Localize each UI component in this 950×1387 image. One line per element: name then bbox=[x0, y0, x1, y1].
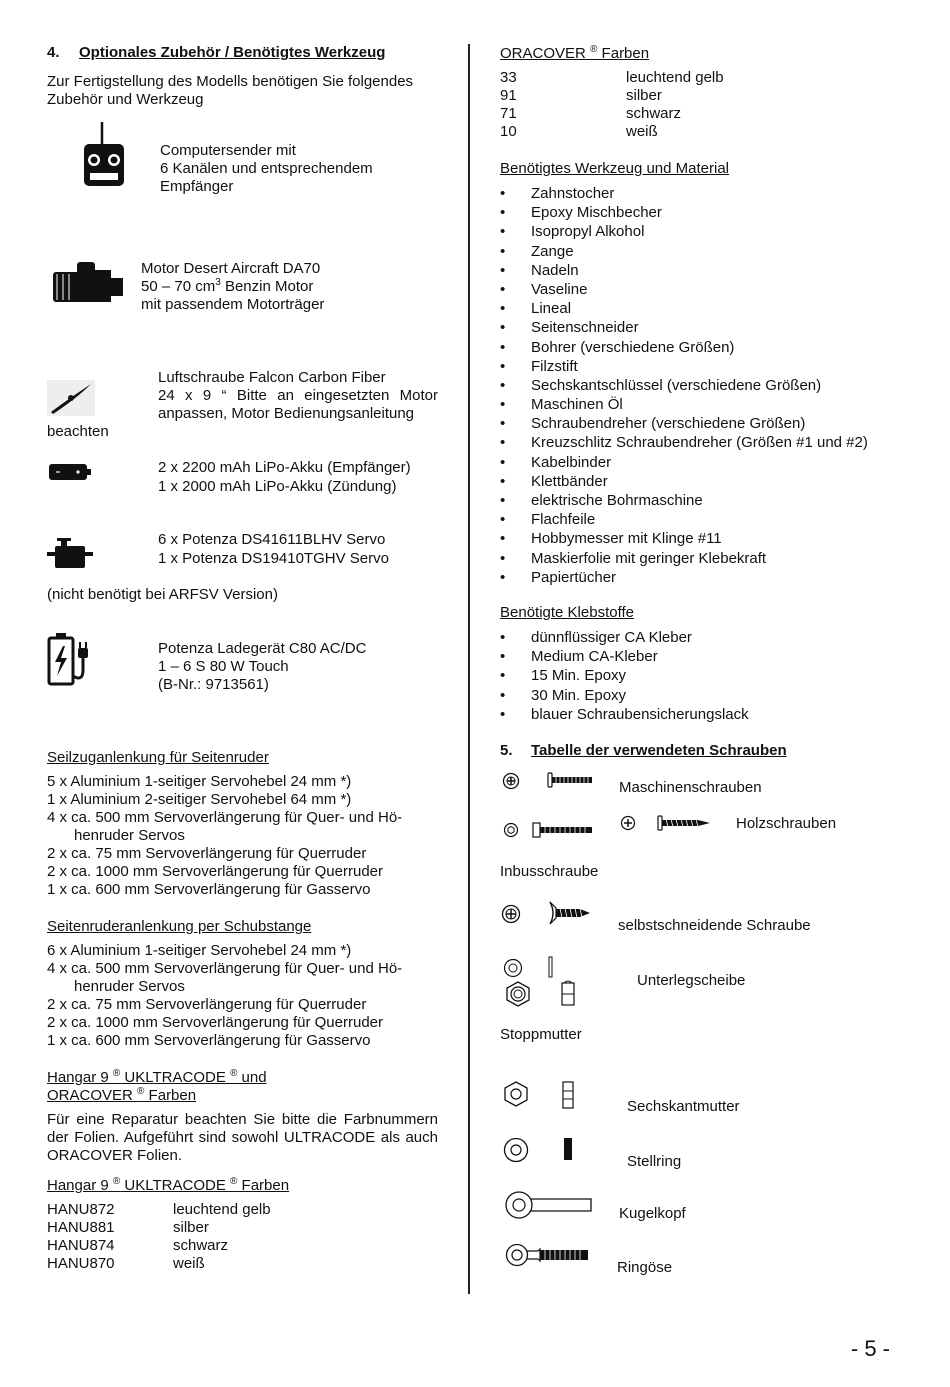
wood-screw-icon bbox=[658, 815, 712, 831]
oracover-color: silber bbox=[626, 87, 662, 104]
page-number: - 5 - bbox=[850, 1336, 890, 1361]
list-item: • Medium CA-Kleber bbox=[500, 647, 749, 666]
stop-nut-side-icon bbox=[561, 980, 575, 1006]
oracover-color: weiß bbox=[626, 123, 658, 140]
section4-number: 4. bbox=[47, 44, 60, 61]
repair-note: Für eine Reparatur beachten Sie bitte die Farbnummern der Folien. Aufgeführt sind sowohl ULTRACODE als auch ORACOVER Folien. bbox=[47, 1111, 438, 1164]
list-item: • Lineal bbox=[500, 299, 868, 318]
list-item: • Epoxy Mischbecher bbox=[500, 203, 868, 222]
schubstange-heading: Seitenruderanlenkung per Schubstange bbox=[47, 918, 312, 935]
unterlegscheibe-label: Unterlegscheibe bbox=[637, 972, 746, 989]
stop-nut-icon bbox=[505, 981, 531, 1007]
klebstoffe-heading: Benötigte Klebstoffe bbox=[500, 604, 634, 621]
battery-icon bbox=[48, 462, 92, 482]
section5-title: Tabelle der verwendeten Schrauben bbox=[531, 742, 787, 759]
inbusschraube-label: Inbusschraube bbox=[500, 863, 599, 880]
kugelkopf-label: Kugelkopf bbox=[619, 1205, 686, 1222]
ringoese-label: Ringöse bbox=[617, 1259, 673, 1276]
list-item: • Isopropyl Alkohol bbox=[500, 222, 868, 241]
charger-line-2: 1 – 6 S 80 W Touch bbox=[158, 658, 289, 675]
seilzug-line: 1 x ca. 600 mm Servoverlängerung für Gasservo bbox=[47, 881, 371, 898]
column-divider bbox=[468, 44, 470, 1294]
washer-side-icon bbox=[548, 956, 554, 978]
ultracode-code: HANU872 bbox=[47, 1201, 115, 1218]
list-item: • elektrische Bohrmaschine bbox=[500, 491, 868, 510]
motor-line-3: mit passendem Motorträger bbox=[141, 296, 325, 313]
werkzeug-list bbox=[500, 184, 868, 587]
schubstange-line: 1 x ca. 600 mm Servoverlängerung für Gasservo bbox=[47, 1032, 371, 1049]
list-item: • Maschinen Öl bbox=[500, 395, 868, 414]
motor-line-2: 50 – 70 $cm^3$ Benzin Motor bbox=[141, 277, 314, 295]
ultracode-code: HANU874 bbox=[47, 1237, 115, 1254]
schubstange-line: 6 x Aluminium 1-seitiger Servohebel 24 mm *) bbox=[47, 942, 352, 959]
werkzeug-heading: Benötigtes Werkzeug und Material bbox=[500, 160, 730, 177]
transmitter-line-1: Computersender mit bbox=[160, 142, 296, 159]
screw-head-cross-icon bbox=[502, 772, 520, 790]
list-item: • Papiertücher bbox=[500, 568, 868, 587]
hex-socket-head-icon bbox=[503, 822, 519, 838]
list-item: • blauer Schraubensicherungslack bbox=[500, 705, 749, 724]
propeller-line-1: Luftschraube Falcon Carbon Fiber bbox=[158, 369, 386, 386]
list-item: • Vaseline bbox=[500, 280, 868, 299]
schubstange-line: 2 x ca. 75 mm Servoverlängerung für Querruder bbox=[47, 996, 367, 1013]
servo-line-2: 1 x Potenza DS19410TGHV Servo bbox=[158, 550, 389, 567]
list-item: • Nadeln bbox=[500, 261, 868, 280]
charger-line-1: Potenza Ladegerät C80 AC/DC bbox=[158, 640, 367, 657]
holzschrauben-label: Holzschrauben bbox=[736, 815, 837, 832]
seilzug-line: 2 x ca. 75 mm Servoverlängerung für Querruder bbox=[47, 845, 367, 862]
collar-icon bbox=[503, 1137, 529, 1163]
hex-nut-icon bbox=[503, 1081, 529, 1107]
seilzug-line: 1 x Aluminium 2-seitiger Servohebel 64 mm *) bbox=[47, 791, 352, 808]
motor-icon bbox=[51, 260, 123, 304]
schubstange-line: henruder Servos bbox=[74, 978, 185, 995]
sechskantmutter-label: Sechskantmutter bbox=[627, 1098, 740, 1115]
ultracode-code: HANU881 bbox=[47, 1219, 115, 1236]
transmitter-icon bbox=[82, 122, 126, 186]
schubstange-line: 2 x ca. 1000 mm Servoverlängerung für Querruder bbox=[47, 1014, 383, 1031]
list-item: • Maskierfolie mit geringer Klebekraft bbox=[500, 549, 868, 568]
propeller-line-2: 24 x 9 “ Bitte an eingesetzten Motor anpassen, Motor Bedienungsanleitung bbox=[158, 387, 438, 422]
list-item: • Bohrer (verschiedene Größen) bbox=[500, 338, 868, 357]
section4-intro: Zur Fertigstellung des Modells benötigen Sie folgendes Zubehör und Werkzeug bbox=[47, 73, 414, 108]
klebstoffe-list bbox=[500, 628, 749, 724]
list-item: • Zange bbox=[500, 242, 868, 261]
seilzug-line: 5 x Aluminium 1-seitiger Servohebel 24 mm *) bbox=[47, 773, 352, 790]
transmitter-line-2: 6 Kanälen und entsprechendem bbox=[160, 160, 373, 177]
wood-screw-head-icon bbox=[620, 815, 636, 831]
list-item: • Filzstift bbox=[500, 357, 868, 376]
transmitter-line-3: Empfänger bbox=[160, 178, 234, 195]
oracover-code: 10 bbox=[500, 123, 517, 140]
socket-screw-icon bbox=[533, 822, 593, 838]
list-item: • Hobbymesser mit Klinge #11 bbox=[500, 529, 868, 548]
collar-side-icon bbox=[563, 1137, 573, 1161]
stellring-label: Stellring bbox=[627, 1153, 682, 1170]
propeller-line-3: beachten bbox=[47, 423, 109, 440]
oracover-color: leuchtend gelb bbox=[626, 69, 724, 86]
ultracode-heading: Hangar 9 ® UKLTRACODE ® Farben bbox=[47, 1176, 290, 1194]
ultracode-code: HANU870 bbox=[47, 1255, 115, 1272]
oracover-color: schwarz bbox=[626, 105, 682, 122]
list-item: • Flachfeile bbox=[500, 510, 868, 529]
schubstange-line: 4 x ca. 500 mm Servoverlängerung für Quer- und Hö- bbox=[47, 960, 403, 977]
list-item: • Kabelbinder bbox=[500, 453, 868, 472]
list-item: • Klettbänder bbox=[500, 472, 868, 491]
ultracode-color: schwarz bbox=[173, 1237, 229, 1254]
propeller-icon bbox=[47, 380, 95, 416]
oracover-code: 71 bbox=[500, 105, 517, 122]
hangar-heading-line-2: ORACOVER ® Farben bbox=[47, 1086, 197, 1104]
list-item: • Zahnstocher bbox=[500, 184, 868, 203]
seilzug-line: henruder Servos bbox=[74, 827, 185, 844]
ring-eye-icon bbox=[504, 1243, 590, 1267]
servo-icon bbox=[47, 538, 93, 570]
list-item: • Kreuzschlitz Schraubendreher (Größen #1 und #2) bbox=[500, 433, 868, 452]
list-item: • dünnflüssiger CA Kleber bbox=[500, 628, 749, 647]
hangar-heading-line-1: Hangar 9 ® UKLTRACODE ® und bbox=[47, 1068, 267, 1086]
ultracode-color: leuchtend gelb bbox=[173, 1201, 271, 1218]
section5-number: 5. bbox=[500, 742, 513, 759]
maschinenschrauben-label: Maschinenschrauben bbox=[619, 779, 762, 796]
washer-icon bbox=[503, 958, 523, 978]
self-tapping-screw-icon bbox=[548, 900, 592, 926]
list-item: • Seitenschneider bbox=[500, 318, 868, 337]
section4-title: Optionales Zubehör / Benötigtes Werkzeug bbox=[79, 44, 386, 61]
selbstschneidende-label: selbstschneidende Schraube bbox=[618, 917, 811, 934]
charger-line-3: (B-Nr.: 9713561) bbox=[158, 676, 269, 693]
oracover-code: 91 bbox=[500, 87, 517, 104]
stoppmutter-label: Stoppmutter bbox=[500, 1026, 582, 1043]
charger-icon bbox=[47, 632, 93, 686]
ultracode-color: weiß bbox=[173, 1255, 205, 1272]
list-item: • Sechskantschlüssel (verschiedene Größen) bbox=[500, 376, 868, 395]
hex-nut-side-icon bbox=[562, 1081, 574, 1109]
ultracode-color: silber bbox=[173, 1219, 209, 1236]
battery-line-1: 2 x 2200 mAh LiPo-Akku (Empfänger) bbox=[158, 459, 411, 476]
self-tapping-head-icon bbox=[501, 904, 521, 924]
servo-line-1: 6 x Potenza DS41611BLHV Servo bbox=[158, 531, 386, 548]
battery-line-2: 1 x 2000 mAh LiPo-Akku (Zündung) bbox=[158, 478, 397, 495]
list-item: • Schraubendreher (verschiedene Größen) bbox=[500, 414, 868, 433]
ball-link-icon bbox=[504, 1190, 594, 1220]
oracover-heading: ORACOVER ® Farben bbox=[500, 44, 650, 62]
motor-line-1: Motor Desert Aircraft DA70 bbox=[141, 260, 321, 277]
arfsv-note: (nicht benötigt bei ARFSV Version) bbox=[47, 586, 278, 603]
list-item: • 15 Min. Epoxy bbox=[500, 666, 749, 685]
seilzug-line: 2 x ca. 1000 mm Servoverlängerung für Querruder bbox=[47, 863, 383, 880]
seilzug-heading: Seilzuganlenkung für Seitenruder bbox=[47, 749, 269, 766]
list-item: • 30 Min. Epoxy bbox=[500, 686, 749, 705]
machine-screw-icon bbox=[548, 772, 594, 788]
oracover-code: 33 bbox=[500, 69, 517, 86]
seilzug-line: 4 x ca. 500 mm Servoverlängerung für Quer- und Hö- bbox=[47, 809, 403, 826]
